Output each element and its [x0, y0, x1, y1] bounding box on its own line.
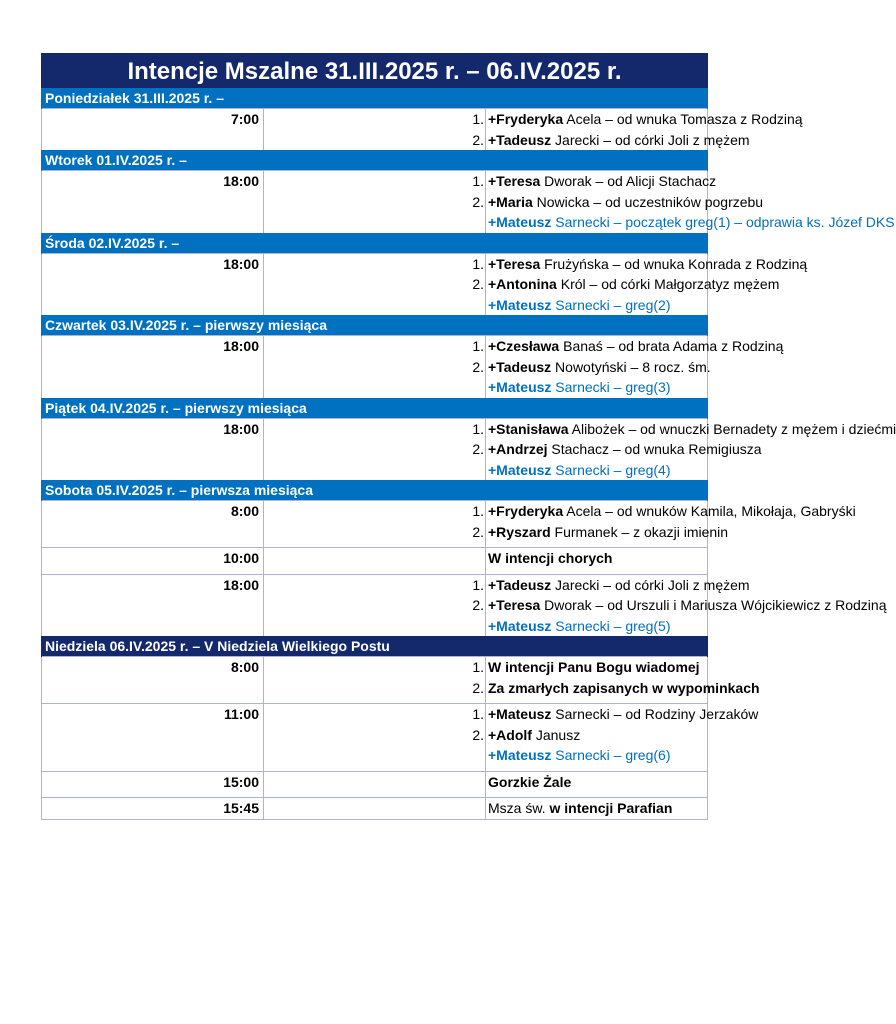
intention-number: 2.: [264, 595, 486, 616]
intention-row: [42, 130, 708, 151]
intention-name: +Tadeusz: [488, 131, 552, 148]
mass-time: 11:00: [42, 704, 264, 725]
intention-name: +Mateusz: [488, 747, 552, 764]
intention-text: [486, 798, 708, 820]
intention-number: 1.: [264, 418, 486, 439]
intention-detail: Alibożek – od wnuczki Bernadety z mężem i dziećmi: [568, 420, 896, 437]
intention-number: 2.: [264, 274, 486, 295]
day-header: Niedziela 06.IV.2025 r. – V Niedziela Wielkiego Postu: [42, 636, 708, 657]
page-title: Intencje Mszalne 31.III.2025 r. – 06.IV.2025 r.: [41, 53, 708, 88]
intention-row: [42, 212, 708, 233]
intention-text: [486, 704, 759, 725]
intention-number: 2.: [264, 130, 486, 151]
intention-text: [486, 377, 708, 398]
intention-detail: Sarnecki – greg(4): [551, 461, 671, 478]
intention-name: +Teresa: [488, 173, 541, 190]
intention-text: [486, 460, 708, 481]
intention-detail: Stachacz – od wnuka Remigiusza: [547, 441, 762, 458]
intention-detail: Jarecki – od córki Joli z mężem: [551, 576, 750, 593]
intention-text: [486, 725, 708, 746]
intention-name: +Mateusz: [488, 617, 552, 634]
intention-number: [264, 616, 486, 637]
intention-text: [486, 657, 708, 678]
mass-time: 18:00: [42, 171, 264, 192]
intention-text: [486, 274, 780, 295]
day-header-row: [42, 233, 708, 254]
day-header-row: [42, 636, 708, 657]
intention-row: [42, 522, 708, 543]
intention-name: +Czesława: [488, 338, 560, 355]
intention-detail: Acela – od wnuków Kamila, Mikołaja, Gabryśki: [563, 503, 856, 520]
intention-detail: Sarnecki – od Rodziny Jerzaków: [551, 706, 759, 723]
intention-number: [264, 745, 486, 766]
intention-name: +Mateusz: [488, 379, 552, 396]
intention-text: [486, 548, 708, 569]
intention-name: +Ryszard: [488, 523, 551, 540]
intention-text: [486, 439, 762, 460]
mass-time: [42, 212, 264, 233]
intention-text: [486, 212, 895, 233]
intention-row: [42, 253, 708, 274]
intention-text: [486, 501, 856, 522]
day-header-row: [42, 88, 708, 109]
intention-number: 1.: [264, 171, 486, 192]
day-header-row: [42, 150, 708, 171]
mass-time: [42, 522, 264, 543]
day-header: Wtorek 01.IV.2025 r. –: [42, 150, 708, 171]
intention-name: +Tadeusz: [488, 576, 552, 593]
intention-text: [486, 616, 708, 637]
intention-name: +Fryderyka: [488, 111, 564, 128]
intention-row: [42, 678, 708, 699]
intention-detail: Jarecki – od córki Joli z mężem: [551, 131, 750, 148]
intention-number: 2.: [264, 357, 486, 378]
intention-name: +Teresa: [488, 255, 541, 272]
day-header: Piątek 04.IV.2025 r. – pierwszy miesiąca: [42, 398, 708, 419]
day-header: Poniedziałek 31.III.2025 r. –: [42, 88, 708, 109]
mass-time: 10:00: [42, 548, 264, 569]
mass-time: [42, 130, 264, 151]
intention-row: [42, 771, 708, 792]
intention-number: [264, 798, 486, 820]
mass-time: [42, 377, 264, 398]
intention-row: [42, 657, 708, 678]
intention-row: [42, 798, 708, 820]
intention-name: +Fryderyka: [488, 503, 564, 520]
mass-time: [42, 192, 264, 213]
intention-number: [264, 460, 486, 481]
intention-detail: Sarnecki – greg(2): [551, 296, 671, 313]
mass-time: [42, 678, 264, 699]
intention-number: 2.: [264, 192, 486, 213]
intention-text: [486, 109, 803, 130]
day-header-row: [42, 315, 708, 336]
mass-time: 18:00: [42, 253, 264, 274]
intention-row: [42, 548, 708, 569]
intention-text: [486, 522, 729, 543]
mass-time: 18:00: [42, 336, 264, 357]
intention-number: [264, 295, 486, 316]
intention-text: [486, 771, 708, 792]
intention-name: +Stanisława: [488, 420, 569, 437]
intention-number: [264, 212, 486, 233]
intention-row: [42, 357, 708, 378]
mass-time: [42, 725, 264, 746]
mass-time: 15:45: [42, 798, 264, 820]
intention-row: [42, 439, 708, 460]
intentions-sheet: [41, 53, 896, 820]
intention-row: [42, 595, 708, 616]
mass-time: 18:00: [42, 418, 264, 439]
intention-detail: Frużyńska – od wnuka Konrada z Rodziną: [540, 255, 808, 272]
intentions-table: [41, 88, 896, 820]
intention-detail: Sarnecki – początek greg(1) – odprawia ks. Józef DKS: [551, 214, 895, 231]
intention-name: +Mateusz: [488, 461, 552, 478]
intention-row: [42, 725, 708, 746]
intention-number: 1.: [264, 336, 486, 357]
mass-time: [42, 274, 264, 295]
intention-prefix: Msza św.: [488, 800, 550, 817]
intention-row: [42, 745, 708, 766]
intention-row: [42, 192, 708, 213]
intention-detail: Dworak – od Urszuli i Mariusza Wójcikiewicz z Rodziną: [540, 597, 887, 614]
intention-number: 2.: [264, 439, 486, 460]
intention-row: [42, 616, 708, 637]
mass-time: 18:00: [42, 574, 264, 595]
intention-detail: Nowicka – od uczestników pogrzebu: [532, 193, 764, 210]
intention-text: [486, 678, 760, 699]
intention-row: [42, 109, 708, 130]
intention-text: [486, 574, 750, 595]
intention-number: 2.: [264, 522, 486, 543]
intention-text: [486, 745, 708, 766]
intention-row: [42, 501, 708, 522]
intention-name: +Adolf: [488, 726, 532, 743]
mass-time: 15:00: [42, 771, 264, 792]
intention-row: [42, 274, 708, 295]
intention-name: +Andrzej: [488, 441, 548, 458]
intention-text: [486, 295, 708, 316]
intention-detail: Banaś – od brata Adama z Rodziną: [559, 338, 784, 355]
intention-number: 1.: [264, 253, 486, 274]
intention-detail: Sarnecki – greg(3): [551, 379, 671, 396]
intention-row: [42, 704, 708, 725]
intention-row: [42, 295, 708, 316]
intention-detail: Sarnecki – greg(6): [551, 747, 671, 764]
day-header: Czwartek 03.IV.2025 r. – pierwszy miesiąca: [42, 315, 708, 336]
intention-text: [486, 192, 764, 213]
mass-time: [42, 439, 264, 460]
intention-name: Za zmarłych zapisanych w wypominkach: [488, 679, 760, 696]
intention-name: W intencji Panu Bogu wiadomej: [488, 659, 700, 676]
intention-number: [264, 771, 486, 792]
mass-time: [42, 616, 264, 637]
intention-row: [42, 171, 708, 192]
intention-number: 2.: [264, 678, 486, 699]
mass-time: [42, 460, 264, 481]
intention-detail: Nowotyński – 8 rocz. śm.: [551, 358, 711, 375]
day-header: Środa 02.IV.2025 r. –: [42, 233, 708, 254]
intention-detail: Sarnecki – greg(5): [551, 617, 671, 634]
intention-number: 1.: [264, 501, 486, 522]
intention-row: [42, 574, 708, 595]
mass-time: 7:00: [42, 109, 264, 130]
intention-name: +Tadeusz: [488, 358, 552, 375]
mass-time: 8:00: [42, 501, 264, 522]
day-header-row: [42, 398, 708, 419]
intention-number: 2.: [264, 725, 486, 746]
intention-number: 1.: [264, 574, 486, 595]
intention-name: w intencji Parafian: [549, 800, 673, 817]
intention-detail: Janusz: [531, 726, 581, 743]
mass-time: [42, 357, 264, 378]
intention-name: +Mateusz: [488, 296, 552, 313]
intention-row: [42, 336, 708, 357]
mass-time: [42, 295, 264, 316]
intention-number: [264, 548, 486, 569]
intention-row: [42, 418, 708, 439]
mass-time: [42, 745, 264, 766]
intention-text: [486, 171, 717, 192]
intention-name: +Antonina: [488, 276, 557, 293]
intention-row: [42, 377, 708, 398]
intention-text: [486, 595, 887, 616]
intention-detail: Dworak – od Alicji Stachacz: [540, 173, 717, 190]
intention-name: W intencji chorych: [488, 550, 613, 567]
intention-name: +Teresa: [488, 597, 541, 614]
intention-number: 1.: [264, 657, 486, 678]
intention-text: [486, 418, 896, 439]
intention-name: +Mateusz: [488, 706, 552, 723]
intention-number: [264, 377, 486, 398]
intention-detail: Acela – od wnuka Tomasza z Rodziną: [563, 111, 803, 128]
intention-row: [42, 460, 708, 481]
intention-name: Gorzkie Żale: [488, 773, 572, 790]
mass-time: 8:00: [42, 657, 264, 678]
intention-name: +Mateusz: [488, 214, 552, 231]
mass-time: [42, 595, 264, 616]
intention-text: [486, 357, 711, 378]
intention-number: 1.: [264, 109, 486, 130]
intention-number: 1.: [264, 704, 486, 725]
intention-name: +Maria: [488, 193, 533, 210]
intention-text: [486, 336, 784, 357]
intention-detail: Furmanek – z okazji imienin: [550, 523, 729, 540]
day-header: Sobota 05.IV.2025 r. – pierwsza miesiąca: [42, 480, 708, 501]
intention-text: [486, 130, 750, 151]
day-header-row: [42, 480, 708, 501]
intention-detail: Król – od córki Małgorzatyz mężem: [556, 276, 780, 293]
intention-text: [486, 253, 808, 274]
